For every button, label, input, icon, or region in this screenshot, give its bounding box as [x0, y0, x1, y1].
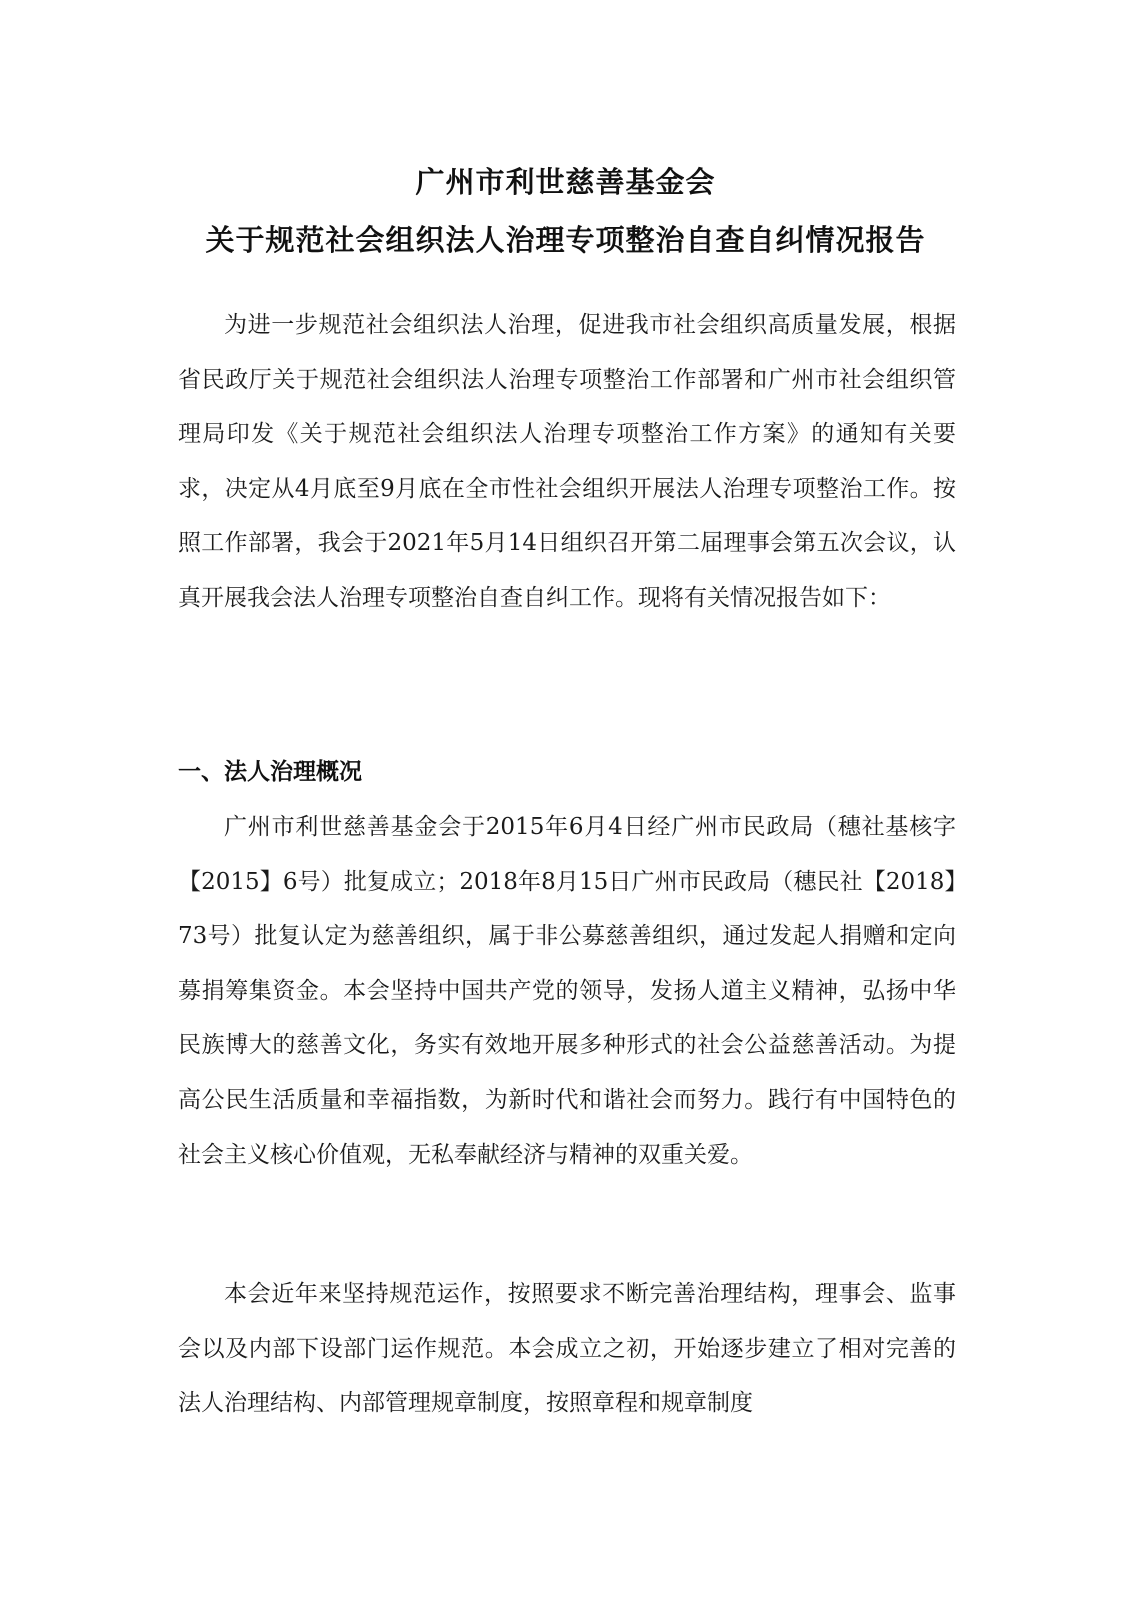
section-heading-governance-overview: 一、法人治理概况 — [178, 759, 362, 785]
governance-overview-paragraph: 广州市利世慈善基金会于2015年6月4日经广州市民政局（穗社基核字【2015】6号）批复成立；2018年8月15日广州市民政局（穗民社【2018】73号）批复认定为慈善组织，属于非公募慈善组织，通过发起人捐赠和定向募捐筹集资金。本会坚持中国共产党的领导，发扬人道主义精神，弘扬中华民族博大的慈善文化，务实有效地开展多种形式的社会公益慈善活动。为提高公民生活质量和幸福指数，为新时代和谐社会而努力。践行有中国特色的社会主义核心价值观，无私奉献经济与精神的双重关爱。 — [178, 814, 956, 1168]
intro-paragraph: 为进一步规范社会组织法人治理，促进我市社会组织高质量发展，根据省民政厅关于规范社会组织法人治理专项整治工作部署和广州市社会组织管理局印发《关于规范社会组织法人治理专项整治工作方案》的通知有关要求，决定从4月底至9月底在全市性社会组织开展法人治理专项整治工作。按照工作部署，我会于2021年5月14日组织召开第二届理事会第五次会议，认真开展我会法人治理专项整治自查自纠工作。现将有关情况报告如下： — [178, 312, 956, 611]
document-title-line-2: 关于规范社会组织法人治理专项整治自查自纠情况报告 — [205, 223, 926, 257]
document-title-line-1: 广州市利世慈善基金会 — [415, 165, 716, 199]
governance-structure-paragraph: 本会近年来坚持规范运作，按照要求不断完善治理结构，理事会、监事会以及内部下设部门运作规范。本会成立之初，开始逐步建立了相对完善的法人治理结构、内部管理规章制度，按照章程和规章制度 — [178, 1281, 956, 1417]
